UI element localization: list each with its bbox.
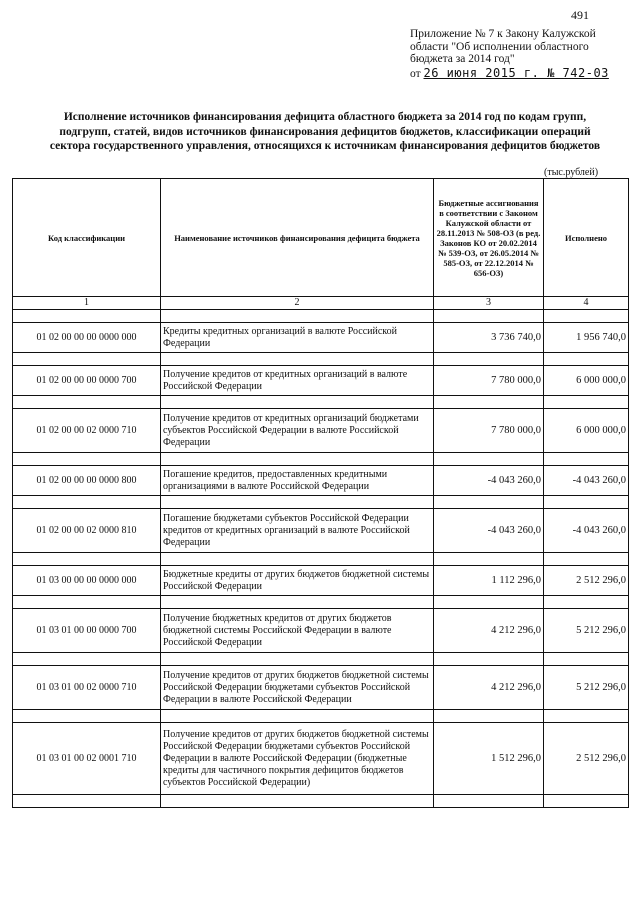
row-executed: 5 212 296,0 bbox=[544, 666, 629, 710]
row-name: Погашение бюджетами субъектов Российской Федерации кредитов от кредитных организаций в валюте Российской Федерации bbox=[161, 509, 434, 553]
spacer-row bbox=[13, 795, 629, 808]
row-executed: 6 000 000,0 bbox=[544, 409, 629, 453]
column-number: 1 bbox=[13, 297, 161, 310]
spacer-row bbox=[13, 653, 629, 666]
row-name: Погашение кредитов, предоставленных кредитными организациями в валюте Российской Федерации bbox=[161, 466, 434, 496]
appendix-date-line bbox=[410, 67, 610, 81]
document-title: Исполнение источников финансирования дефицита областного бюджета за 2014 год по кодам групп, подгрупп, статей, видов источников финансирования дефицитов бюджетов, классификации операций сектора государственного управления, относящихся к источникам финансирования дефицитов бюджетов bbox=[49, 111, 601, 152]
table-row bbox=[13, 609, 629, 653]
header-budget: Бюджетные ассигнования в соответствии с Законом Калужской области от 28.11.2013 № 508-ОЗ (в ред. Законов КО от 20.02.2014 № 539-ОЗ, от 26.05.2014 № 585-ОЗ, от 22.12.2014 № 656-ОЗ) bbox=[434, 179, 544, 297]
header-code: Код классификации bbox=[13, 179, 161, 297]
table-header-row bbox=[13, 179, 629, 297]
row-executed: 2 512 296,0 bbox=[544, 723, 629, 795]
row-executed: 2 512 296,0 bbox=[544, 566, 629, 596]
row-code: 01 02 00 00 00 0000 700 bbox=[13, 366, 161, 396]
row-executed: 5 212 296,0 bbox=[544, 609, 629, 653]
table-row bbox=[13, 409, 629, 453]
row-executed: -4 043 260,0 bbox=[544, 509, 629, 553]
table-row bbox=[13, 323, 629, 353]
spacer-row bbox=[13, 596, 629, 609]
row-budget: 4 212 296,0 bbox=[434, 666, 544, 710]
row-name: Получение кредитов от других бюджетов бюджетной системы Российской Федерации бюджетами субъектов Российской Федерации в валюте Российской Федерации bbox=[161, 666, 434, 710]
row-code: 01 02 00 00 02 0000 710 bbox=[13, 409, 161, 453]
spacer-row bbox=[13, 553, 629, 566]
spacer-row bbox=[13, 453, 629, 466]
row-executed: 6 000 000,0 bbox=[544, 366, 629, 396]
column-number: 3 bbox=[434, 297, 544, 310]
table-row bbox=[13, 366, 629, 396]
row-code: 01 03 01 00 00 0000 700 bbox=[13, 609, 161, 653]
row-code: 01 03 01 00 02 0001 710 bbox=[13, 723, 161, 795]
row-name: Бюджетные кредиты от других бюджетов бюджетной системы Российской Федерации bbox=[161, 566, 434, 596]
table-row bbox=[13, 566, 629, 596]
row-code: 01 03 00 00 00 0000 000 bbox=[13, 566, 161, 596]
sources-table bbox=[12, 178, 629, 808]
row-budget: 7 780 000,0 bbox=[434, 409, 544, 453]
row-code: 01 02 00 00 02 0000 810 bbox=[13, 509, 161, 553]
appendix-line: бюджета за 2014 год" bbox=[410, 53, 515, 65]
spacer-row bbox=[13, 310, 629, 323]
row-name: Получение кредитов от кредитных организаций в валюте Российской Федерации bbox=[161, 366, 434, 396]
table-row bbox=[13, 466, 629, 496]
row-budget: -4 043 260,0 bbox=[434, 466, 544, 496]
row-code: 01 03 01 00 02 0000 710 bbox=[13, 666, 161, 710]
page-number: 491 bbox=[571, 8, 589, 22]
appendix-reference bbox=[410, 28, 610, 80]
units-note: (тыс.рублей) bbox=[544, 167, 599, 178]
row-budget: 4 212 296,0 bbox=[434, 609, 544, 653]
column-number: 4 bbox=[544, 297, 629, 310]
appendix-date-handwritten: 26 июня 2015 г. № 742-03 bbox=[423, 65, 609, 80]
row-name: Получение кредитов от кредитных организаций бюджетами субъектов Российской Федерации в валюте Российской Федерации bbox=[161, 409, 434, 453]
row-executed: 1 956 740,0 bbox=[544, 323, 629, 353]
row-code: 01 02 00 00 00 0000 800 bbox=[13, 466, 161, 496]
appendix-date-prefix: от bbox=[410, 67, 421, 80]
header-name: Наименование источников финансирования дефицита бюджета bbox=[161, 179, 434, 297]
row-code: 01 02 00 00 00 0000 000 bbox=[13, 323, 161, 353]
table-row bbox=[13, 509, 629, 553]
row-name: Получение кредитов от других бюджетов бюджетной системы Российской Федерации бюджетами субъектов Российской Федерации в валюте Российской Федерации (бюджетные кредиты для частичного покрытия дефицитов бюджетов субъектов Российской Федерации) bbox=[161, 723, 434, 795]
table-row bbox=[13, 666, 629, 710]
table-body bbox=[13, 310, 629, 808]
column-number-row bbox=[13, 297, 629, 310]
row-budget: -4 043 260,0 bbox=[434, 509, 544, 553]
row-name: Получение бюджетных кредитов от других бюджетов бюджетной системы Российской Федерации в валюте Российской Федерации bbox=[161, 609, 434, 653]
spacer-row bbox=[13, 496, 629, 509]
header-executed: Исполнено bbox=[544, 179, 629, 297]
appendix-line: области "Об исполнении областного bbox=[410, 40, 589, 53]
appendix-line: Приложение № 7 к Закону Калужской bbox=[410, 28, 596, 40]
row-budget: 7 780 000,0 bbox=[434, 366, 544, 396]
spacer-row bbox=[13, 396, 629, 409]
row-budget: 1 112 296,0 bbox=[434, 566, 544, 596]
table-row bbox=[13, 723, 629, 795]
spacer-row bbox=[13, 353, 629, 366]
row-name: Кредиты кредитных организаций в валюте Российской Федерации bbox=[161, 323, 434, 353]
row-budget: 3 736 740,0 bbox=[434, 323, 544, 353]
row-budget: 1 512 296,0 bbox=[434, 723, 544, 795]
row-executed: -4 043 260,0 bbox=[544, 466, 629, 496]
spacer-row bbox=[13, 710, 629, 723]
column-number: 2 bbox=[161, 297, 434, 310]
